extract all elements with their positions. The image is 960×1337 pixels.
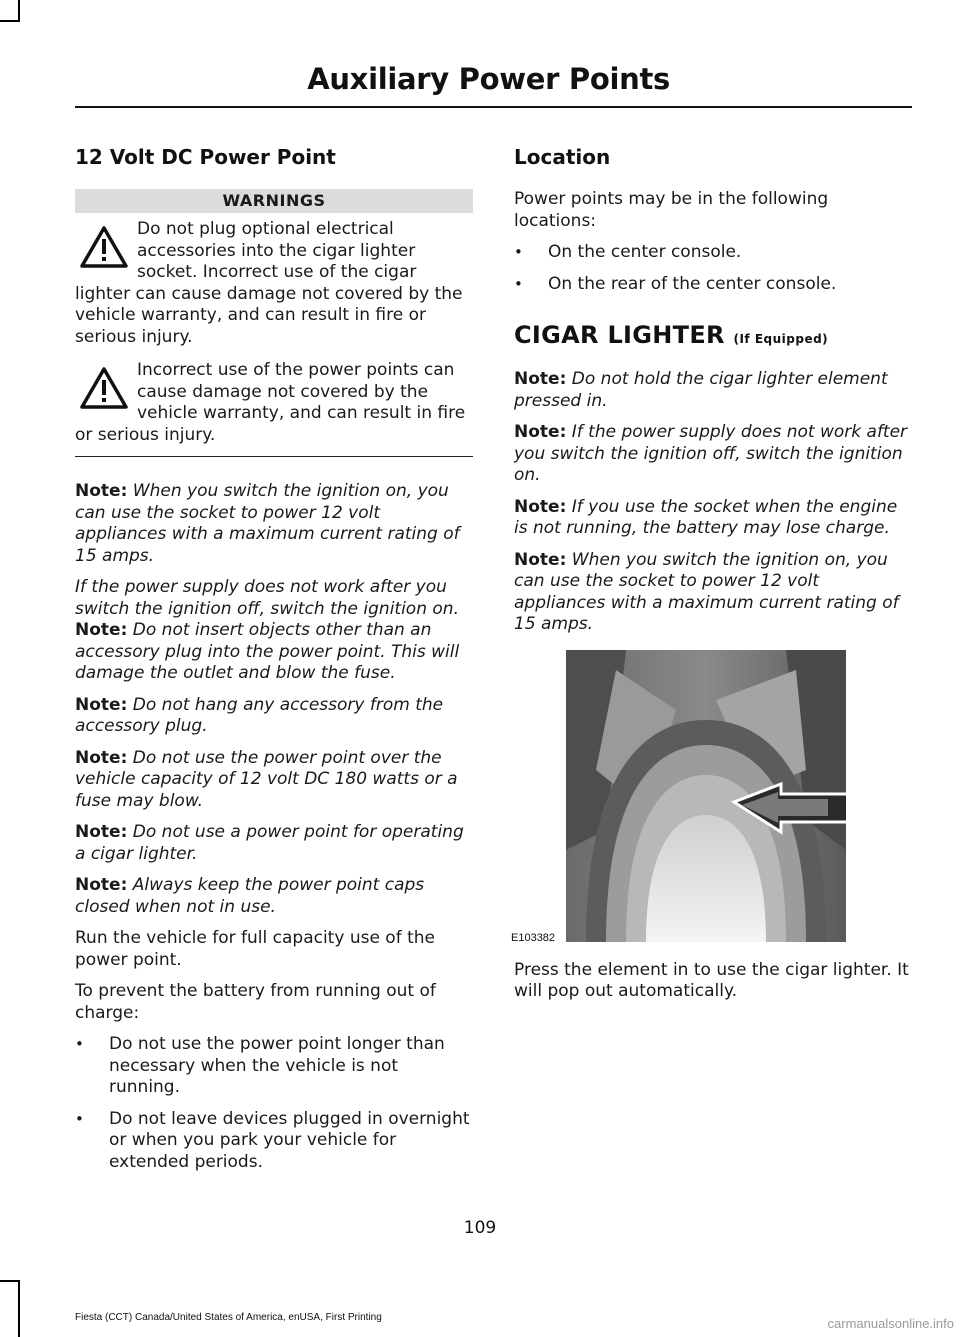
publication-footer: Fiesta (CCT) Canada/United States of America, enUSA, First Printing <box>75 1312 382 1323</box>
note-paragraph <box>75 822 473 865</box>
watermark: carmanualsonline.info <box>827 1316 954 1331</box>
list-item: • Do not leave devices plugged in overnight or when you park your vehicle for extended periods. <box>75 1109 473 1174</box>
note-label: Note: <box>514 549 567 570</box>
list-item: • On the center console. <box>514 242 912 264</box>
note-text: When you switch the ignition on, you can use the socket to power 12 volt appliances with a maximum current rating of 15 amps. <box>75 481 460 566</box>
note-paragraph <box>75 748 473 813</box>
warning-text: Incorrect use of the power points can cause damage not covered by the vehicle warranty, and can result in fire or serious injury. <box>75 360 466 445</box>
note-text: Always keep the power point caps closed when not in use. <box>75 875 425 917</box>
note-label: Note: <box>75 694 128 715</box>
list-item: • Do not use the power point longer than necessary when the vehicle is not running. <box>75 1034 473 1099</box>
bullet-list <box>75 1034 473 1173</box>
note-label: Note: <box>75 875 128 895</box>
warnings-divider <box>75 456 473 457</box>
note-text: Do not use the power point over the vehicle capacity of 12 volt DC 180 watts or a fuse may blow. <box>75 747 458 811</box>
crop-mark-top <box>0 20 20 22</box>
section-title: 12 Volt DC Power Point <box>75 145 336 169</box>
note-paragraph <box>514 369 912 412</box>
location-title: Location <box>514 145 611 169</box>
note-label: Note: <box>75 620 128 640</box>
note-label: Note: <box>75 481 128 501</box>
warning-item <box>75 360 473 446</box>
crop-mark-bottom <box>0 1280 20 1282</box>
note-label: Note: <box>514 496 567 517</box>
list-item: • On the rear of the center console. <box>514 274 912 296</box>
right-column <box>511 145 912 1013</box>
note-label: Note: <box>514 422 567 442</box>
note-text: Do not use a power point for operating a cigar lighter. <box>75 822 464 864</box>
body-paragraph: Run the vehicle for full capacity use of the power point. <box>75 928 435 970</box>
note-text: When you switch the ignition on, you can use the socket to power 12 volt appliances with a maximum current rating of 15 amps. <box>514 549 899 634</box>
note-paragraph <box>514 550 912 636</box>
crop-mark-bottom <box>18 1280 20 1337</box>
warnings-heading: WARNINGS <box>75 189 473 213</box>
warning-triangle-icon <box>79 225 129 269</box>
title-divider <box>75 106 912 108</box>
cigar-lighter-title-text: CIGAR LIGHTER <box>514 321 725 349</box>
note-paragraph <box>75 481 473 567</box>
note-text: If you use the socket when the engine is not running, the battery may lose charge. <box>514 496 898 538</box>
note-text: Do not hold the cigar lighter element pressed in. <box>514 369 888 411</box>
note-paragraph <box>75 620 473 685</box>
body-paragraph: Press the element in to use the cigar lighter. It will pop out automatically. <box>514 959 909 1001</box>
page-number: 109 <box>463 1218 497 1238</box>
cigar-lighter-figure <box>511 650 846 944</box>
if-equipped-label: (If Equipped) <box>733 332 829 346</box>
italic-paragraph: If the power supply does not work after you switch the ignition off, switch the ignition on. <box>75 577 459 619</box>
cigar-lighter-title <box>514 321 912 349</box>
left-column <box>75 145 473 1183</box>
body-paragraph: To prevent the battery from running out of charge: <box>75 981 436 1023</box>
note-label: Note: <box>75 822 128 842</box>
note-paragraph <box>75 875 473 918</box>
crop-mark-top <box>18 0 20 22</box>
figure-code: E103382 <box>511 931 556 944</box>
note-text: Do not insert objects other than an accessory plug into the power point. This will damage the outlet and blow the fuse. <box>75 620 460 683</box>
page-title: Auxiliary Power Points <box>307 62 670 96</box>
cigar-lighter-illustration <box>566 650 846 942</box>
note-label: Note: <box>514 369 567 389</box>
warning-triangle-icon <box>79 366 129 410</box>
note-text: Do not hang any accessory from the accessory plug. <box>75 694 444 736</box>
note-paragraph <box>514 497 912 540</box>
note-paragraph <box>75 695 473 738</box>
location-intro: Power points may be in the following locations: <box>514 189 829 231</box>
note-text: If the power supply does not work after you switch the ignition off, switch the ignition on. <box>514 422 908 485</box>
note-label: Note: <box>75 747 128 768</box>
warning-text: Do not plug optional electrical accessories into the cigar lighter socket. Incorrect use of the cigar lighter can cause damage not covered by the vehicle warranty, and can result in fire or serious injury. <box>75 219 463 347</box>
location-list <box>514 242 912 295</box>
warning-item <box>75 219 473 348</box>
note-paragraph <box>514 422 912 487</box>
